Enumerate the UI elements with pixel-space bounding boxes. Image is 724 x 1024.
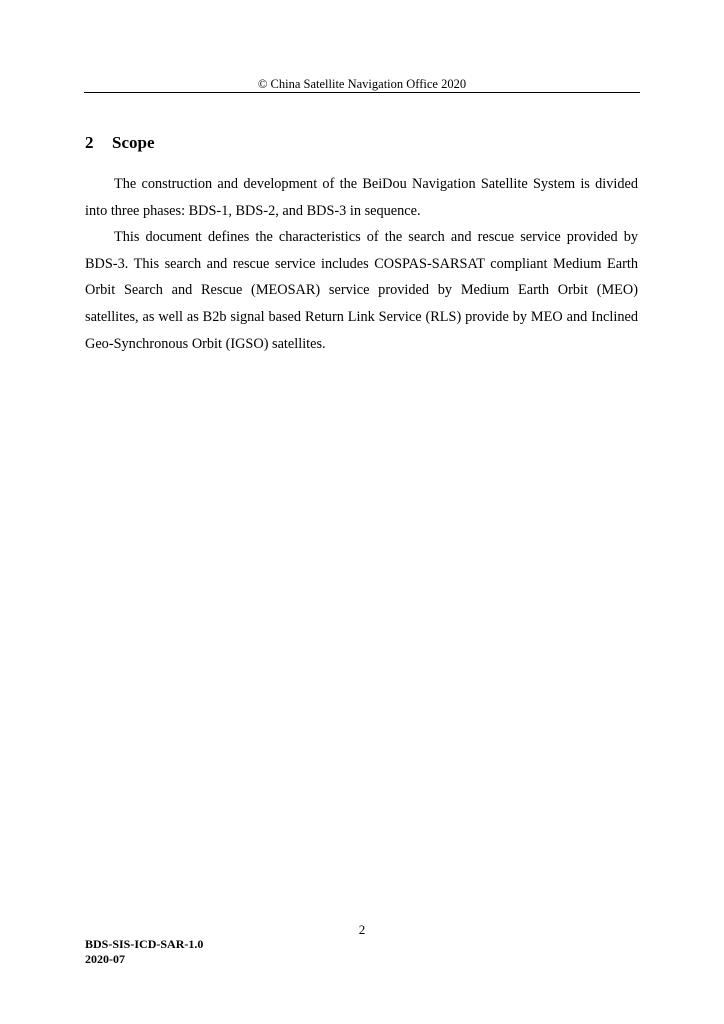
section-title: Scope bbox=[112, 133, 155, 152]
header-divider bbox=[84, 92, 640, 93]
section-heading bbox=[85, 133, 155, 153]
document-id: BDS-SIS-ICD-SAR-1.0 bbox=[85, 937, 204, 951]
paragraph: This document defines the characteristics of the search and rescue service provided by BDS-3. This search and rescue service includes COSPAS-SARSAT compliant Medium Earth Orbit Search and Rescue (MEOSAR) service provided by Medium Earth Orbit (MEO) satellites, as well as B2b signal based Return Link Service (RLS) provide by MEO and Inclined Geo-Synchronous Orbit (IGSO) satellites. bbox=[85, 229, 638, 352]
document-date: 2020-07 bbox=[85, 952, 125, 966]
page-number: 2 bbox=[358, 922, 366, 937]
page-footer bbox=[85, 937, 203, 967]
section-number: 2 bbox=[85, 133, 94, 152]
page-header: © China Satellite Navigation Office 2020 bbox=[257, 77, 467, 91]
paragraph: The construction and development of the BeiDou Navigation Satellite System is divided into three phases: BDS-1, BDS-2, and BDS-3 in sequence. bbox=[85, 176, 638, 219]
body-text bbox=[85, 171, 638, 357]
